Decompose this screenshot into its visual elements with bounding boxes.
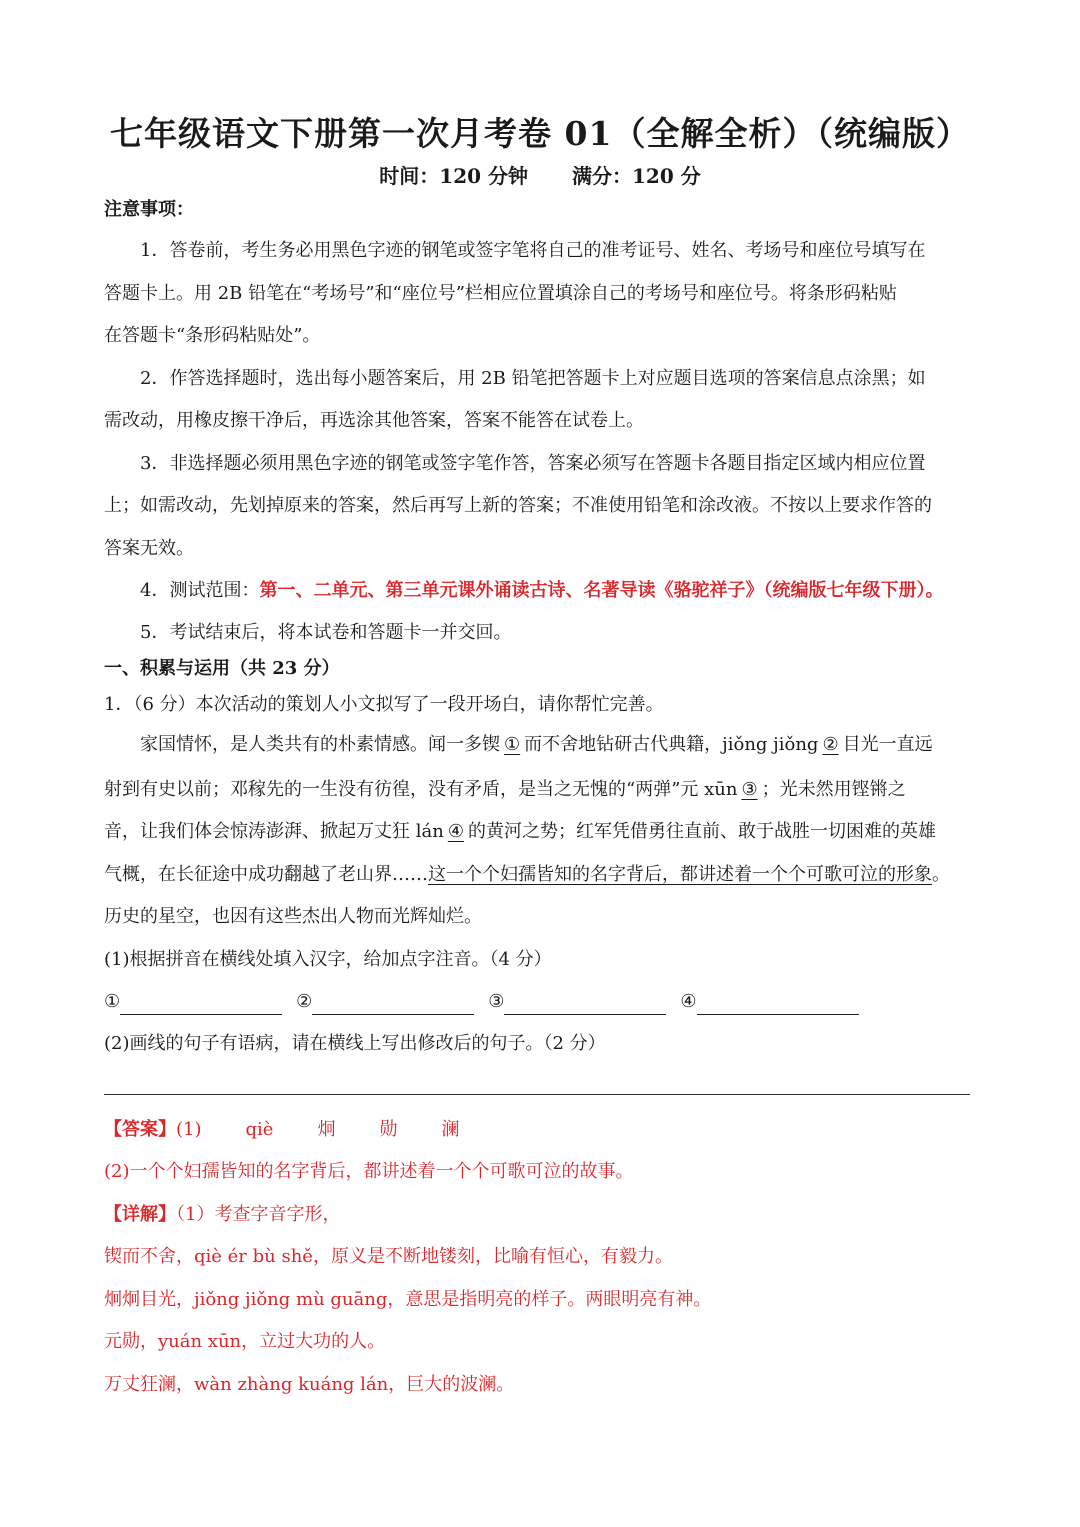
answer-blank-2[interactable] bbox=[312, 994, 474, 1015]
answer-blank-4[interactable] bbox=[697, 994, 859, 1015]
notice-item-5: 5．考试结束后，将本试卷和答题卡一并交回。 bbox=[140, 622, 512, 643]
sub-question-1: (1)根据拼音在横线处填入汉字，给加点字注音。（4 分） bbox=[104, 949, 552, 970]
section-heading: 一、积累与运用（共 23 分） bbox=[104, 658, 340, 679]
page-title: 七年级语文下册第一次月考卷 01（全解全析）（统编版） bbox=[110, 114, 970, 153]
answer-item: 炯 bbox=[317, 1119, 336, 1140]
underlined-sentence: 这一个个妇孺皆知的名字背后，都讲述着一个个可歌可泣的形象 bbox=[428, 864, 932, 885]
notice-line: 2．作答选择题时，选出每小题答案后，用 2B 铅笔把答题卡上对应题目选项的答案信息点涂黑；如 bbox=[140, 368, 926, 389]
answer-part-2: (2)一个个妇孺皆知的名字背后，都讲述着一个个可歌可泣的故事。 bbox=[104, 1161, 634, 1182]
answer-blanks bbox=[104, 989, 984, 1015]
passage-line: 家国情怀，是人类共有的朴素情感。闻一多锲 ① 而不舍地钻研古代典籍，jiǒng jiǒng ② 目光一直远 bbox=[140, 732, 984, 758]
notice-line: 1．答卷前，考生务必用黑色字迹的钢笔或签字笔将自己的准考证号、姓名、考场号和座位号填写在 bbox=[140, 240, 926, 261]
blank-2: ② bbox=[822, 734, 839, 755]
blank-3: ③ bbox=[741, 779, 758, 800]
answer-tag: 【答案】 bbox=[104, 1119, 176, 1140]
exam-meta bbox=[0, 160, 1080, 189]
passage-line: 历史的星空，也因有这些杰出人物而光辉灿烂。 bbox=[104, 906, 482, 927]
blank-label: ③ bbox=[488, 991, 505, 1012]
notice-line: 答案无效。 bbox=[104, 538, 194, 559]
detail-line: 炯炯目光，jiǒng jiǒng mù guāng，意思是指明亮的样子。两眼明亮有神。 bbox=[104, 1289, 712, 1310]
answer-line[interactable] bbox=[104, 1094, 970, 1095]
detail-tag: 【详解】 bbox=[104, 1204, 176, 1225]
blank-label: ① bbox=[104, 991, 121, 1012]
notice-heading: 注意事项： bbox=[104, 199, 194, 220]
passage-line: 射到有史以前；邓稼先的一生没有彷徨，没有矛盾，是当之无愧的“两弹”元 xūn ③ ；光未然用铿锵之 bbox=[104, 777, 984, 803]
answer-blank-1[interactable] bbox=[120, 994, 282, 1015]
detail-line: 元勋，yuán xūn，立过大功的人。 bbox=[104, 1331, 386, 1352]
notice-line: 在答题卡“条形码粘贴处”。 bbox=[104, 325, 321, 346]
notice-line: 上；如需改动，先划掉原来的答案，然后再写上新的答案；不准使用铅笔和涂改液。不按以上要求作答的 bbox=[104, 495, 932, 516]
answer-blank-3[interactable] bbox=[504, 994, 666, 1015]
sub-question-2: (2)画线的句子有语病，请在横线上写出修改后的句子。（2 分） bbox=[104, 1033, 606, 1054]
passage-line: 气概，在长征途中成功翻越了老山界……这一个个妇孺皆知的名字背后，都讲述着一个个可歌可泣的形象。 bbox=[104, 864, 950, 885]
blank-1: ① bbox=[504, 734, 521, 755]
answer-part-1: 【答案】(1) qiè 炯 勋 澜 bbox=[104, 1117, 984, 1143]
detail-line: 万丈狂澜，wàn zhàng kuáng lán，巨大的波澜。 bbox=[104, 1374, 515, 1395]
exam-time: 时间：120 分钟 bbox=[379, 164, 528, 188]
blank-label: ④ bbox=[680, 991, 697, 1012]
blank-4: ④ bbox=[447, 821, 464, 842]
notice-line: 3．非选择题必须用黑色字迹的钢笔或签字笔作答，答案必须写在答题卡各题目指定区域内相应位置 bbox=[140, 453, 926, 474]
notice-line: 需改动，用橡皮擦干净后，再选涂其他答案，答案不能答在试卷上。 bbox=[104, 410, 644, 431]
notice-item-4 bbox=[140, 578, 984, 604]
question-1-intro: 1．（6 分）本次活动的策划人小文拟写了一段开场白，请你帮忙完善。 bbox=[104, 694, 664, 715]
answer-item: 勋 bbox=[379, 1119, 398, 1140]
blank-label: ② bbox=[296, 991, 313, 1012]
passage-line: 音，让我们体会惊涛澎湃、掀起万丈狂 lán ④ 的黄河之势；红军凭借勇往直前、敢于战胜一切困难的英雄 bbox=[104, 819, 984, 845]
answer-item: 澜 bbox=[441, 1119, 460, 1140]
detail-heading: 【详解】（1）考查字音字形， bbox=[104, 1204, 341, 1225]
notice-line: 答题卡上。用 2B 铅笔在“考场号”和“座位号”栏相应位置填涂自己的考场号和座位号。将条形码粘贴 bbox=[104, 283, 897, 304]
test-range: 第一、二单元、第三单元课外诵读古诗、名著导读《骆驼祥子》（统编版七年级下册）。 bbox=[259, 580, 944, 601]
detail-line: 锲而不舍，qiè ér bù shě，原义是不断地镂刻，比喻有恒心，有毅力。 bbox=[104, 1246, 673, 1267]
answer-item: qiè bbox=[245, 1119, 274, 1140]
exam-full-score: 满分：120 分 bbox=[572, 164, 701, 188]
notice-item-4-label: 4．测试范围： bbox=[140, 580, 260, 601]
